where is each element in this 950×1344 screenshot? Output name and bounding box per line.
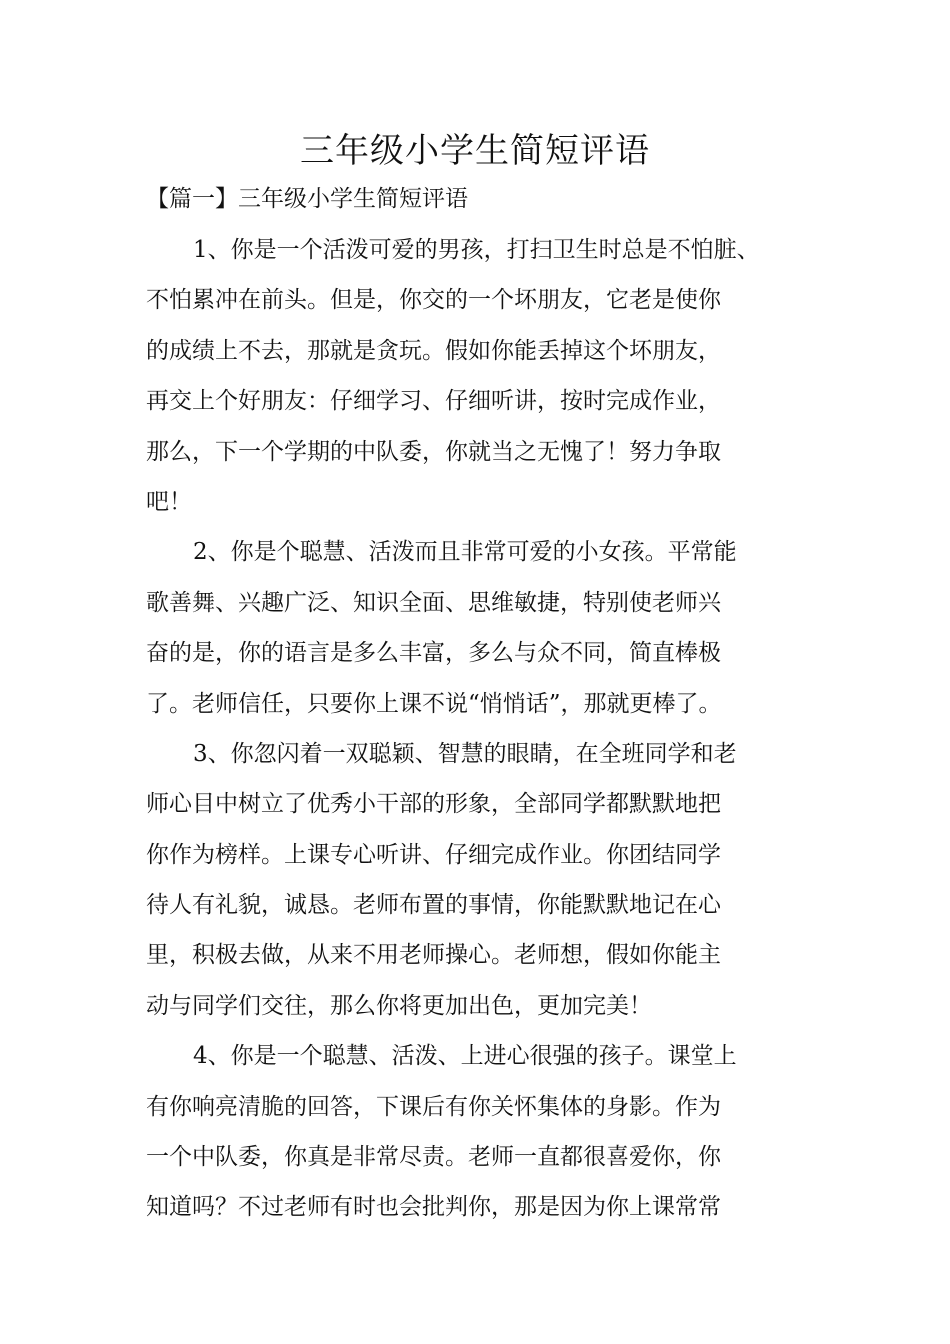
- paragraph-line: 有你响亮清脆的回答，下课后有你关怀集体的身影。作为: [146, 1093, 721, 1120]
- paragraph-line: 不怕累冲在前头。但是，你交的一个坏朋友，它老是使你: [146, 287, 721, 314]
- paragraph-line: 动与同学们交往，那么你将更加出色，更加完美！: [146, 992, 652, 1019]
- paragraph-line: 吧！: [146, 488, 192, 515]
- paragraph-line: 歌善舞、兴趣广泛、知识全面、思维敏捷，特别使老师兴: [146, 589, 721, 616]
- paragraph-line: 4、你是一个聪慧、活泼、上进心很强的孩子。课堂上: [193, 1043, 737, 1070]
- paragraph-2: [146, 527, 836, 729]
- paragraph-line: 师心目中树立了优秀小干部的形象，全部同学都默默地把: [146, 791, 721, 818]
- paragraph-line: 知道吗？不过老师有时也会批判你，那是因为你上课常常: [146, 1194, 721, 1221]
- paragraph-line: 你作为榜样。上课专心听讲、仔细完成作业。你团结同学: [146, 841, 721, 868]
- paragraph-line: 的成绩上不去，那就是贪玩。假如你能丢掉这个坏朋友，: [146, 337, 721, 364]
- paragraph-line: 3、你忽闪着一双聪颖、智慧的眼睛，在全班同学和老: [193, 740, 737, 767]
- paragraph-line: 一个中队委，你真是非常尽责。老师一直都很喜爱你，你: [146, 1144, 721, 1171]
- document-body: [146, 225, 836, 1233]
- paragraph-line: 奋的是，你的语言是多么丰富，多么与众不同，简直棒极: [146, 640, 721, 667]
- paragraph-line: 里，积极去做，从来不用老师操心。老师想，假如你能主: [146, 942, 721, 969]
- paragraph-line: 待人有礼貌，诚恳。老师布置的事情，你能默默地记在心: [146, 892, 721, 919]
- paragraph-line: 1、你是一个活泼可爱的男孩，打扫卫生时总是不怕脏、: [193, 237, 760, 263]
- paragraph-line: 再交上个好朋友：仔细学习、仔细听讲，按时完成作业，: [146, 388, 721, 415]
- paragraph-1: [146, 225, 836, 527]
- paragraph-line: 2、你是个聪慧、活泼而且非常可爱的小女孩。平常能: [193, 539, 737, 566]
- paragraph-line: 了。老师信任，只要你上课不说“悄悄话”，那就更棒了。: [146, 690, 722, 717]
- paragraph-line: 那么，下一个学期的中队委，你就当之无愧了！努力争取: [146, 438, 721, 465]
- paragraph-4: [146, 1031, 836, 1233]
- document-title: 三年级小学生简短评语: [300, 131, 650, 171]
- section-heading: 【篇一】三年级小学生简短评语: [146, 186, 468, 212]
- paragraph-3: [146, 729, 836, 1031]
